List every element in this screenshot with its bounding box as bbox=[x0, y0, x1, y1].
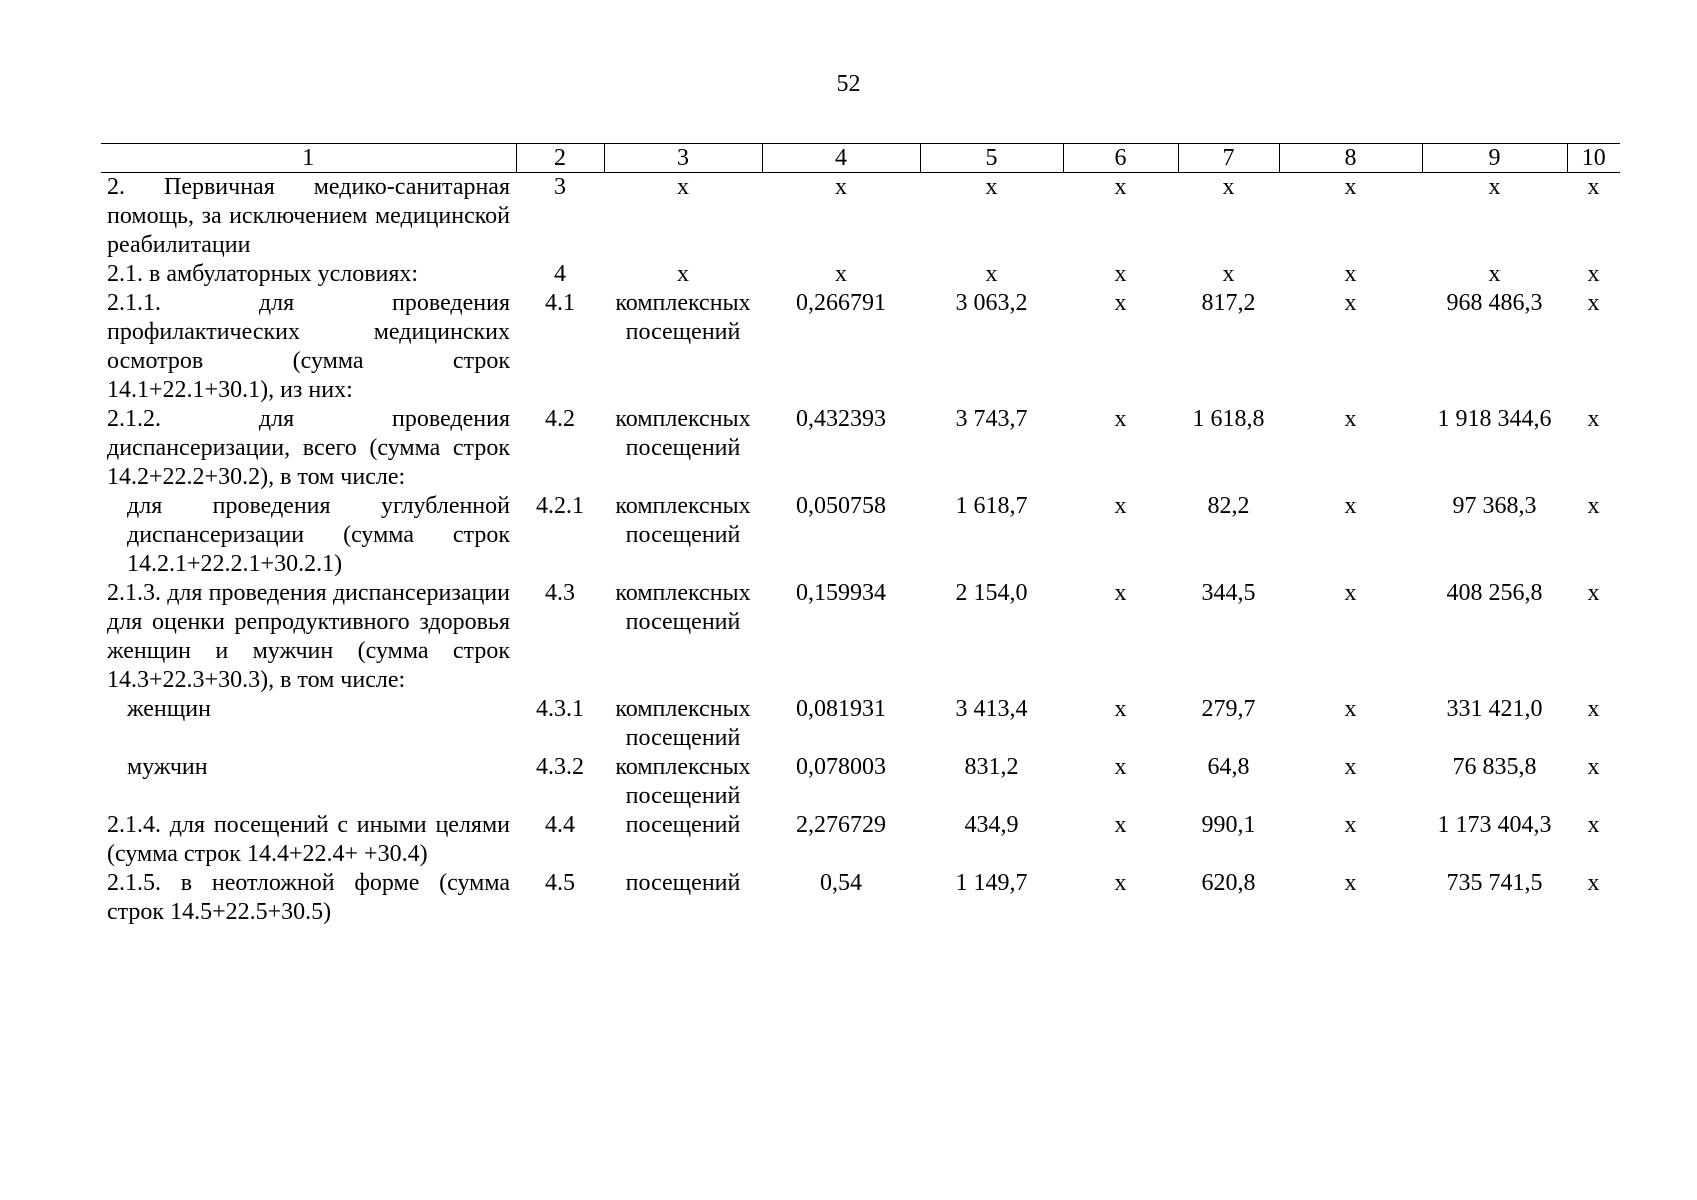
row-cell: 831,2 bbox=[964, 754, 1019, 780]
row-cell: х bbox=[1114, 406, 1127, 432]
row-cell: х bbox=[1488, 174, 1501, 200]
row-cell: х bbox=[1587, 870, 1600, 896]
row-cell: х bbox=[1114, 493, 1127, 519]
row-cell: х bbox=[1587, 696, 1600, 722]
row-cell: х bbox=[1114, 870, 1127, 896]
data-table bbox=[101, 143, 1620, 927]
table-row bbox=[101, 753, 1620, 811]
row-name: 2.1.1. для проведения профилактических медицинских осмотров (сумма строк 14.1+22.1+30.1), из них: bbox=[107, 290, 510, 403]
row-unit: комплексных посещений bbox=[615, 696, 751, 751]
column-header: 8 bbox=[1279, 144, 1422, 173]
row-cell: 434,9 bbox=[964, 812, 1019, 838]
row-unit: комплексных посещений bbox=[615, 580, 751, 635]
row-cell: х bbox=[1114, 261, 1127, 287]
row-cell: 1 918 344,6 bbox=[1437, 406, 1552, 432]
column-header: 1 bbox=[101, 144, 516, 173]
row-unit: посещений bbox=[625, 870, 741, 896]
column-header: 3 bbox=[604, 144, 762, 173]
row-cell: 817,2 bbox=[1201, 290, 1256, 316]
row-cell: х bbox=[1344, 174, 1357, 200]
row-unit: комплексных посещений bbox=[615, 493, 751, 548]
row-code: 4.3 bbox=[545, 580, 575, 606]
row-cell: х bbox=[1587, 261, 1600, 287]
row-unit: комплексных посещений bbox=[615, 290, 751, 345]
row-cell: х bbox=[1114, 580, 1127, 606]
row-cell: х bbox=[1114, 812, 1127, 838]
row-cell: 0,078003 bbox=[796, 754, 886, 780]
table-row bbox=[101, 579, 1620, 695]
table-row bbox=[101, 289, 1620, 405]
row-name: 2.1. в амбулаторных условиях: bbox=[107, 261, 419, 287]
row-cell: х bbox=[1587, 754, 1600, 780]
row-code: 4.2.1 bbox=[536, 493, 584, 519]
row-name: 2.1.2. для проведения диспансеризации, всего (сумма строк 14.2+22.2+30.2), в том числе: bbox=[107, 406, 510, 490]
row-cell: 0,54 bbox=[820, 870, 862, 896]
row-cell: 0,050758 bbox=[796, 493, 886, 519]
row-unit: посещений bbox=[625, 812, 741, 838]
row-name: 2.1.4. для посещений с иными целями (сумма строк 14.4+22.4+ +30.4) bbox=[107, 812, 510, 867]
row-name: мужчин bbox=[127, 754, 208, 780]
row-cell: х bbox=[1344, 870, 1357, 896]
row-name: 2. Первичная медико-санитарная помощь, за исключением медицинской реабилитации bbox=[107, 174, 510, 258]
row-unit: комплексных посещений bbox=[615, 754, 751, 809]
row-code: 3 bbox=[554, 174, 566, 200]
column-header: 6 bbox=[1063, 144, 1178, 173]
table-row bbox=[101, 811, 1620, 869]
row-cell: 2,276729 bbox=[796, 812, 886, 838]
row-cell: х bbox=[1344, 754, 1357, 780]
row-cell: х bbox=[1344, 261, 1357, 287]
row-code: 4.2 bbox=[545, 406, 575, 432]
column-number-row bbox=[101, 144, 1620, 173]
row-cell: 620,8 bbox=[1201, 870, 1256, 896]
row-cell: х bbox=[835, 261, 847, 287]
row-cell: 990,1 bbox=[1201, 812, 1256, 838]
row-cell: х bbox=[1344, 290, 1357, 316]
row-cell: х bbox=[1587, 290, 1600, 316]
row-code: 4.5 bbox=[545, 870, 575, 896]
row-cell: 0,081931 bbox=[796, 696, 886, 722]
row-cell: х bbox=[985, 174, 998, 200]
row-cell: 3 413,4 bbox=[955, 696, 1028, 722]
table-row bbox=[101, 695, 1620, 753]
row-cell: 64,8 bbox=[1207, 754, 1250, 780]
row-cell: 1 618,8 bbox=[1192, 406, 1265, 432]
column-header: 9 bbox=[1422, 144, 1567, 173]
row-cell: х bbox=[1344, 493, 1357, 519]
column-header: 2 bbox=[516, 144, 604, 173]
row-cell: 0,266791 bbox=[796, 290, 886, 316]
row-unit: комплексных посещений bbox=[615, 406, 751, 461]
row-cell: 0,159934 bbox=[796, 580, 886, 606]
row-cell: 968 486,3 bbox=[1446, 290, 1543, 316]
row-cell: х bbox=[1587, 812, 1600, 838]
column-header: 5 bbox=[920, 144, 1063, 173]
row-cell: х bbox=[1587, 174, 1600, 200]
row-cell: х bbox=[1344, 406, 1357, 432]
row-cell: х bbox=[985, 261, 998, 287]
row-cell: х bbox=[1488, 261, 1501, 287]
column-header: 4 bbox=[762, 144, 920, 173]
row-cell: 1 618,7 bbox=[955, 493, 1028, 519]
row-cell: х bbox=[835, 174, 847, 200]
table-row bbox=[101, 405, 1620, 492]
table-row bbox=[101, 173, 1620, 261]
row-code: 4.1 bbox=[545, 290, 575, 316]
row-cell: 76 835,8 bbox=[1452, 754, 1537, 780]
row-cell: 82,2 bbox=[1207, 493, 1250, 519]
row-cell: 344,5 bbox=[1201, 580, 1256, 606]
row-cell: 408 256,8 bbox=[1446, 580, 1543, 606]
row-cell: х bbox=[1344, 812, 1357, 838]
row-cell: 3 743,7 bbox=[955, 406, 1028, 432]
row-cell: 2 154,0 bbox=[955, 580, 1028, 606]
row-cell: 97 368,3 bbox=[1452, 493, 1537, 519]
row-cell: х bbox=[1587, 406, 1600, 432]
row-cell: х bbox=[1114, 174, 1127, 200]
row-code: 4 bbox=[554, 261, 566, 287]
row-code: 4.4 bbox=[545, 812, 575, 838]
row-code: 4.3.1 bbox=[536, 696, 584, 722]
table-row bbox=[101, 492, 1620, 579]
row-cell: х bbox=[1587, 493, 1600, 519]
row-cell: 279,7 bbox=[1201, 696, 1256, 722]
row-cell: 331 421,0 bbox=[1446, 696, 1543, 722]
column-header: 7 bbox=[1178, 144, 1279, 173]
row-cell: х bbox=[1114, 754, 1127, 780]
row-cell: х bbox=[1344, 580, 1357, 606]
row-cell: х bbox=[1587, 580, 1600, 606]
row-cell: 735 741,5 bbox=[1446, 870, 1543, 896]
row-name: для проведения углубленной диспансеризации (сумма строк 14.2.1+22.2.1+30.2.1) bbox=[127, 493, 510, 577]
table-row bbox=[101, 260, 1620, 289]
page-number: 52 bbox=[836, 71, 861, 97]
row-unit: х bbox=[677, 174, 689, 200]
row-cell: х bbox=[1114, 696, 1127, 722]
row-cell: х bbox=[1344, 696, 1357, 722]
row-name: 2.1.5. в неотложной форме (сумма строк 14.5+22.5+30.5) bbox=[107, 870, 510, 925]
table-row bbox=[101, 869, 1620, 927]
row-cell: 1 173 404,3 bbox=[1437, 812, 1552, 838]
row-cell: х bbox=[1114, 290, 1127, 316]
row-name: 2.1.3. для проведения диспансеризации для оценки репродуктивного здоровья женщин и мужчин (сумма строк 14.3+22.3+30.3), в том числе: bbox=[107, 580, 510, 693]
row-cell: 1 149,7 bbox=[955, 870, 1028, 896]
row-cell: х bbox=[1222, 261, 1235, 287]
row-unit: х bbox=[677, 261, 689, 287]
row-cell: х bbox=[1222, 174, 1235, 200]
row-code: 4.3.2 bbox=[536, 754, 584, 780]
row-cell: 3 063,2 bbox=[955, 290, 1028, 316]
column-header: 10 bbox=[1567, 144, 1620, 173]
row-name: женщин bbox=[127, 696, 211, 722]
row-cell: 0,432393 bbox=[796, 406, 886, 432]
